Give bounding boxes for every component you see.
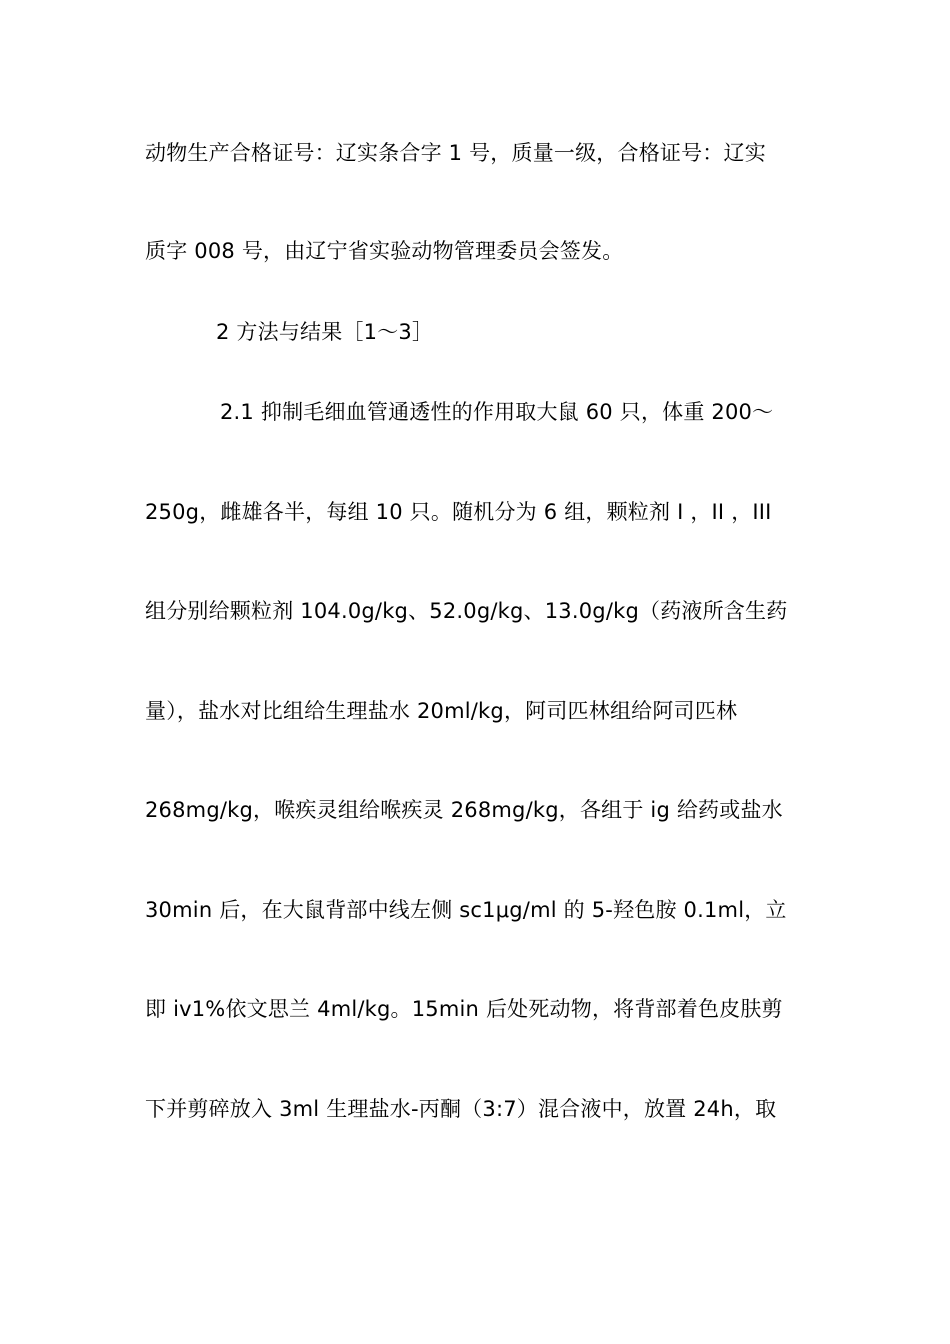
section-heading: 2 方法与结果［1～3］ (216, 320, 434, 344)
text-line: 250g，雌雄各半，每组 10 只。随机分为 6 组，颗粒剂 I ，II ，III (145, 500, 772, 524)
text-line: 质字 008 号，由辽宁省实验动物管理委员会签发。 (145, 239, 624, 263)
text-line: 量），盐水对比组给生理盐水 20ml/kg，阿司匹林组给阿司匹林 (145, 699, 738, 723)
text-line: 动物生产合格证号：辽实条合字 1 号，质量一级，合格证号：辽实 (145, 141, 766, 165)
text-line: 即 iv1%依文思兰 4ml/kg。15min 后处死动物，将背部着色皮肤剪 (145, 997, 783, 1021)
text-line: 下并剪碎放入 3ml 生理盐水-丙酮（3:7）混合液中，放置 24h，取 (145, 1097, 777, 1121)
subsection-paragraph-start: 2.1 抑制毛细血管通透性的作用取大鼠 60 只，体重 200～ (220, 400, 774, 424)
text-line: 30min 后，在大鼠背部中线左侧 sc1μg/ml 的 5-羟色胺 0.1ml，立 (145, 898, 787, 922)
text-line: 268mg/kg，喉疾灵组给喉疾灵 268mg/kg，各组于 ig 给药或盐水 (145, 798, 783, 822)
text-line: 组分别给颗粒剂 104.0g/kg、52.0g/kg、13.0g/kg（药液所含生药 (145, 599, 788, 623)
